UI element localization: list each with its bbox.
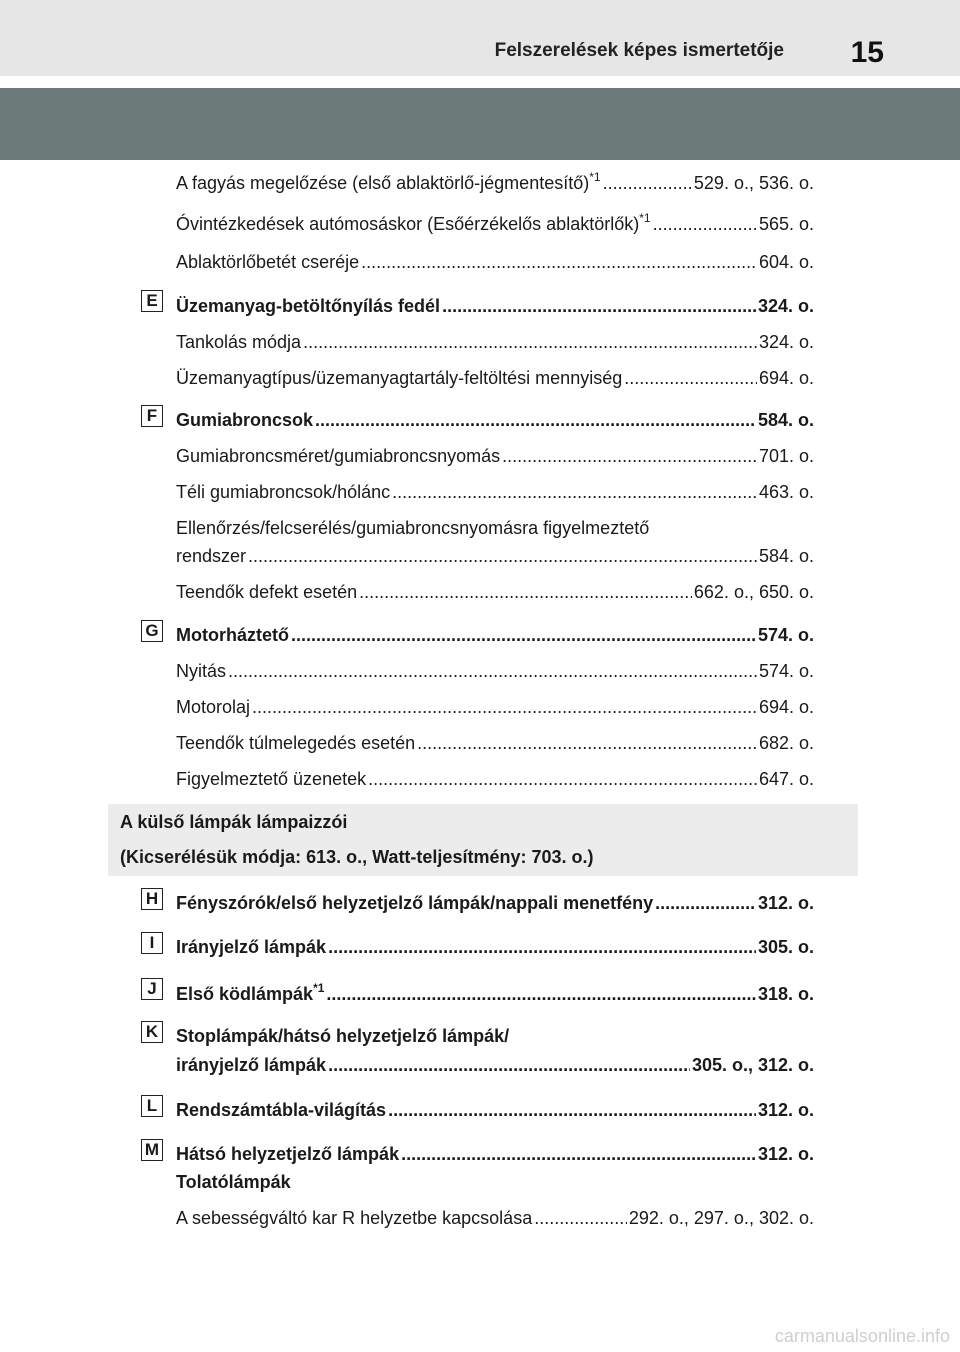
section-title: Felszerelések képes ismertetője [494,40,784,61]
section-title-k: irányjelző lámpák ..... 305. o., 312. o. [176,1054,814,1076]
section-letter-j: J [141,978,163,1000]
entry-wiper-blade-replacement: Ablaktörlőbetét cseréje ..... 604. o. [176,251,814,273]
section-letter-l: L [141,1095,163,1117]
header-band [0,88,960,160]
section-letter-k: K [141,1021,163,1043]
section-title-f: Gumiabroncsok ..... 584. o. [176,409,814,431]
footer-watermark: carmanualsonline.info [774,1326,950,1346]
entry-carwash-precautions: Óvintézkedések autómosáskor (Esőérzékelős ablaktörlők)$^{*1}$ ..... 565. o. [176,213,814,235]
lamp-box-title: A külső lámpák lámpaizzói [120,812,348,832]
entry-warning-messages: Figyelmeztető üzenetek ..... 647. o. [176,768,814,790]
entry-reverse-gear: A sebességváltó kar R helyzetbe kapcsolása ..... 292. o., 297. o., 302. o. [176,1207,814,1229]
section-title-h: Fényszórók/első helyzetjelző lámpák/nappali menetfény ..... 312. o. [176,892,814,914]
entry-flat-tire: Teendők defekt esetén ..... 662. o., 650. o. [176,581,814,603]
section-subtitle-m: Tolatólámpák [176,1172,291,1192]
entry-tire-check: rendszer ..... 584. o. [176,545,814,567]
entry-engine-oil: Motorolaj ..... 694. o. [176,696,814,718]
entry-overheating: Teendők túlmelegedés esetén ..... 682. o. [176,732,814,754]
entry-fuel-type: Üzemanyagtípus/üzemanyagtartály-feltöltési mennyiség ..... 694. o. [176,367,814,389]
entry-winter-tires: Téli gumiabroncsok/hólánc ..... 463. o. [176,481,814,503]
entry-tire-size: Gumiabroncsméret/gumiabroncsnyomás ..... 701. o. [176,445,814,467]
entry-frost-prevention: A fagyás megelőzése (első ablaktörlő-jégmentesítő)$^{*1}$ ..... 529. o., 536. o. [176,172,814,194]
section-title-k-line1: Stoplámpák/hátsó helyzetjelző lámpák/ [176,1026,510,1046]
section-letter-f: F [141,405,163,427]
section-letter-g: G [141,620,163,642]
section-letter-m: M [141,1139,163,1161]
section-letter-i: I [141,932,163,954]
header-bar [0,0,960,76]
section-title-l: Rendszámtábla-világítás ..... 312. o. [176,1099,814,1121]
page-number: 15 [850,36,884,69]
section-title-e: Üzemanyag-betöltőnyílás fedél ..... 324. o. [176,295,814,317]
entry-opening: Nyitás ..... 574. o. [176,660,814,682]
section-title-j: Első ködlámpák$^{*1}$ ..... 318. o. [176,983,814,1005]
lamp-box-subtitle: (Kicserélésük módja: 613. o., Watt-teljesítmény: 703. o.) [120,847,594,867]
section-letter-e: E [141,290,163,312]
entry-refueling: Tankolás módja ..... 324. o. [176,331,814,353]
lamp-bulbs-box [108,804,858,876]
section-title-i: Irányjelző lámpák ..... 305. o. [176,936,814,958]
section-title-g: Motorháztető ..... 574. o. [176,624,814,646]
section-letter-h: H [141,888,163,910]
entry-tire-check-line1: Ellenőrzés/felcserélés/gumiabroncsnyomásra figyelmeztető [176,518,650,538]
section-title-m: Hátsó helyzetjelző lámpák ..... 312. o. [176,1143,814,1165]
